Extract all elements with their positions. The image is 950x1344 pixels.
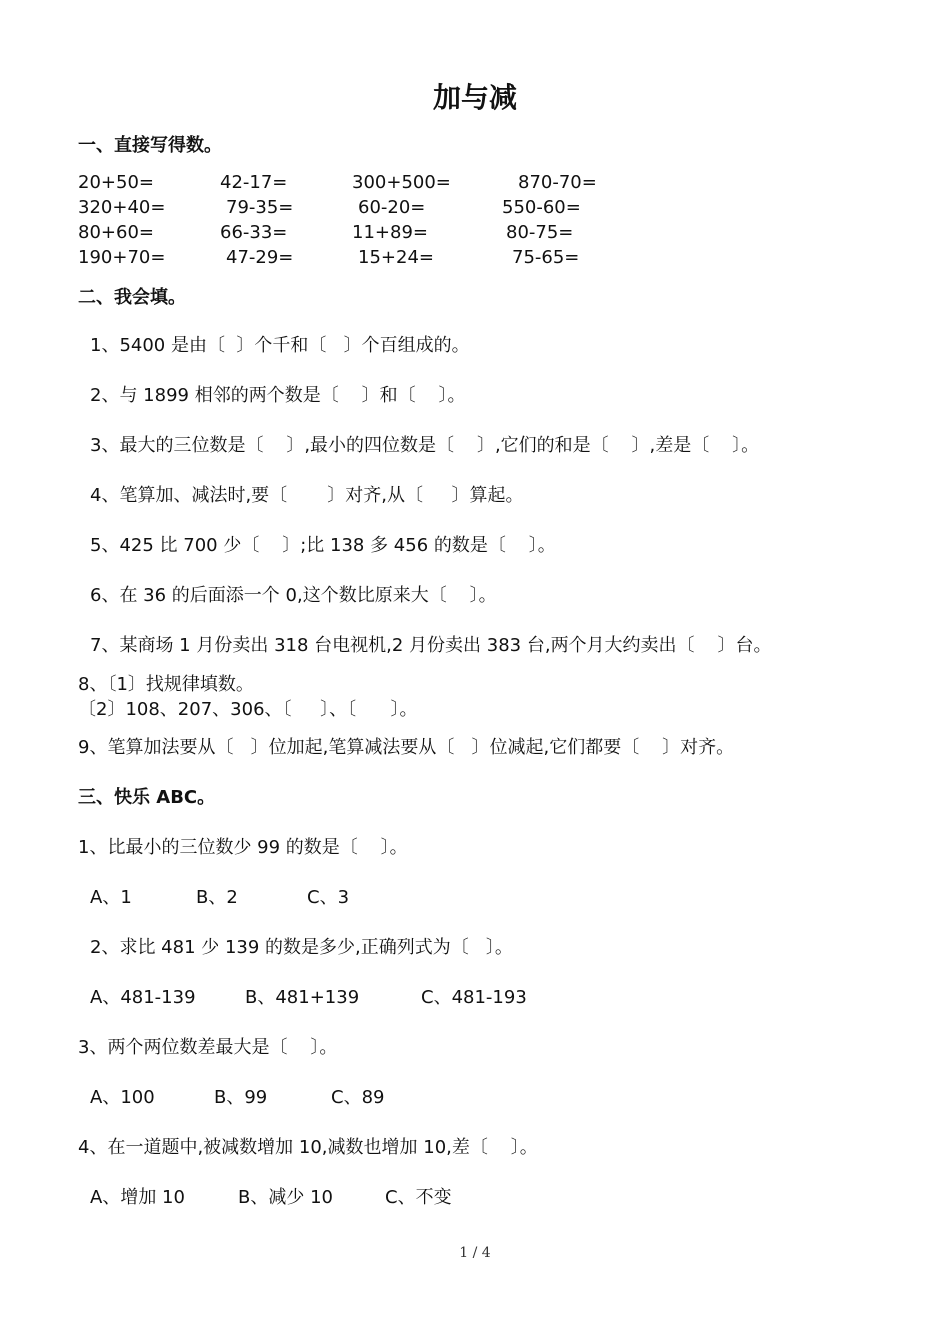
calc-row [78,195,581,220]
section-1-heading: 一、直接写得数。 [78,135,222,156]
fill-item: 5、425 比 700 少〔 〕;比 138 多 456 的数是〔 〕。 [90,535,556,556]
calc-item: 75-65= [512,247,580,268]
calc-item: 11+89= [352,222,428,243]
fill-item: 1、5400 是由〔 〕个千和〔 〕个百组成的。 [90,335,470,356]
calc-row [78,170,597,195]
choice-question: 2、求比 481 少 139 的数是多少,正确列式为〔 〕。 [90,937,513,958]
choice-option-b: B、2 [196,887,238,908]
choice-option-c: C、不变 [385,1187,452,1208]
choice-option-c: C、3 [307,887,350,908]
choice-option-c: C、89 [331,1087,385,1108]
calc-item: 60-20= [358,197,426,218]
calc-item: 300+500= [352,172,451,193]
fill-item: 9、笔算加法要从〔 〕位加起,笔算减法要从〔 〕位减起,它们都要〔 〕对齐。 [78,737,735,758]
choice-option-a: A、100 [90,1087,155,1108]
fill-item: 2、与 1899 相邻的两个数是〔 〕和〔 〕。 [90,385,466,406]
choice-option-b: B、99 [214,1087,268,1108]
fill-item: 7、某商场 1 月份卖出 318 台电视机,2 月份卖出 383 台,两个月大约卖出〔 〕台。 [90,635,772,656]
page-number: 1 / 4 [459,1245,491,1261]
page-title: 加与减 [432,81,517,114]
calc-item: 20+50= [78,172,154,193]
choice-question: 4、在一道题中,被减数增加 10,减数也增加 10,差〔 〕。 [78,1137,538,1158]
section-3-heading: 三、快乐 ABC。 [78,787,216,808]
choice-option-a: A、增加 10 [90,1187,185,1208]
calc-item: 550-60= [502,197,581,218]
calc-item: 870-70= [518,172,597,193]
calc-item: 47-29= [226,247,294,268]
calc-item: 80+60= [78,222,154,243]
choice-option-a: A、481-139 [90,987,196,1008]
calc-item: 190+70= [78,247,166,268]
calc-row [78,245,580,270]
calc-row [78,220,574,245]
calc-item: 79-35= [226,197,294,218]
calc-item: 66-33= [220,222,288,243]
choice-option-c: C、481-193 [421,987,527,1008]
section-2-heading: 二、我会填。 [78,287,186,308]
fill-item: 4、笔算加、减法时,要〔 〕对齐,从〔 〕算起。 [90,485,524,506]
choice-option-b: B、481+139 [245,987,360,1008]
calc-item: 320+40= [78,197,166,218]
fill-item: 3、最大的三位数是〔 〕,最小的四位数是〔 〕,它们的和是〔 〕,差是〔 〕。 [90,435,760,456]
choice-option-a: A、1 [90,887,132,908]
calc-item: 15+24= [358,247,434,268]
fill-item: 〔2〕108、207、306、〔 〕、〔 〕。 [78,699,418,720]
fill-item: 8、〔1〕找规律填数。 [78,674,254,695]
choice-question: 3、两个两位数差最大是〔 〕。 [78,1037,338,1058]
calc-item: 42-17= [220,172,288,193]
fill-item: 6、在 36 的后面添一个 0,这个数比原来大〔 〕。 [90,585,497,606]
choice-option-b: B、减少 10 [238,1187,333,1208]
calc-item: 80-75= [506,222,574,243]
choice-question: 1、比最小的三位数少 99 的数是〔 〕。 [78,837,408,858]
